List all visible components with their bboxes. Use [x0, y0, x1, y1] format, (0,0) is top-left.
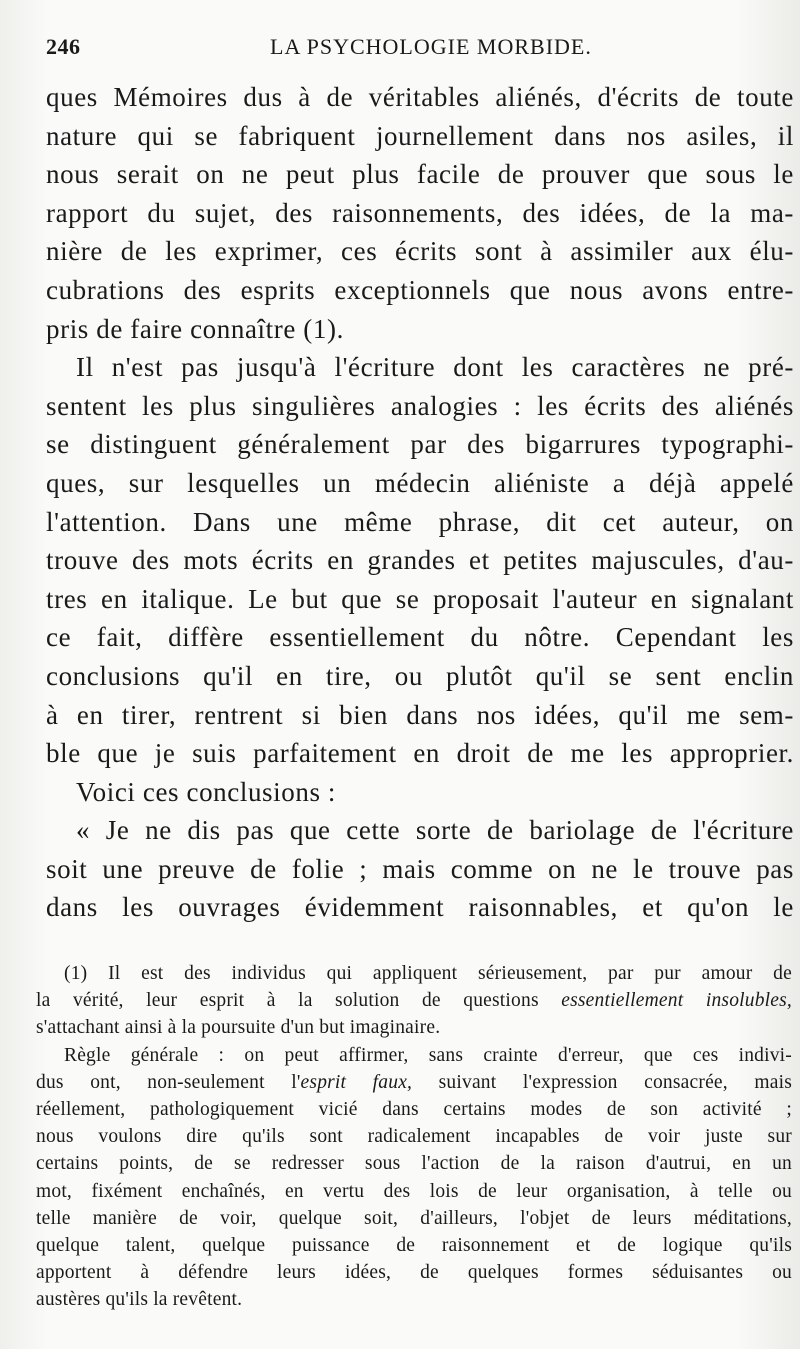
footnote-text: dus ont, non-seulement l': [36, 1071, 301, 1093]
page-number: 246: [46, 34, 81, 59]
footnote-line: (1) Il est des individus qui appliquent sérieusement, par pur amour de: [64, 963, 792, 984]
text-line: Il n'est pas jusqu'à l'écriture dont les caractères ne pré-: [76, 352, 794, 383]
footnote-line: telle manière de voir, quelque soit, d'ailleurs, l'objet de leurs méditations,: [36, 1207, 792, 1229]
text-line: ques Mémoires dus à de véritables aliénés, d'écrits de toute: [46, 82, 794, 112]
text-line: sentent les plus singulières analogies : les écrits des aliénés: [46, 390, 794, 421]
footnote-line: nous voulons dire qu'ils sont radicalement incapables de voir juste sur: [36, 1126, 792, 1148]
text-line: nière de les exprimer, ces écrits sont à assimiler aux élu-: [46, 236, 794, 267]
text-line: Voici ces conclusions :: [76, 776, 337, 807]
text-line: nous serait on ne peut plus facile de prouver que sous le: [46, 159, 794, 190]
footnote-rule: [36, 1042, 792, 1314]
text-line: soit une preuve de folie ; mais comme on ne le trouve pas: [46, 853, 794, 884]
footnote-line: réellement, pathologiquement vicié dans certains modes de son activité ;: [36, 1098, 792, 1120]
main-text-body: [46, 78, 794, 927]
text-line: trouve des mots écrits en grandes et petites majuscules, d'au-: [46, 545, 794, 576]
footnote-line: quelque talent, quelque puissance de raisonnement et de logique qu'ils: [36, 1234, 792, 1256]
text-line: pris de faire connaître (1).: [46, 313, 344, 344]
text-line: se distinguent généralement par des bigarrures typographi-: [46, 429, 794, 460]
footnote-line: mot, fixément enchaînés, en vertu des lois de leur organisation, à telle ou: [36, 1180, 792, 1202]
footnote-line: certains points, de se redresser sous l'action de la raison d'autrui, en un: [36, 1153, 792, 1175]
footnote-line: apportent à défendre leurs idées, de quelques formes séduisantes ou: [36, 1262, 792, 1284]
footnote-line: [36, 987, 792, 1014]
footnote-line: s'attachant ainsi à la poursuite d'un but imaginaire.: [36, 1017, 441, 1039]
footnote-italic-text: essentiellement insolubles,: [561, 990, 793, 1012]
page-header: [46, 34, 776, 66]
running-title: LA PSYCHOLOGIE MORBIDE.: [270, 34, 592, 59]
text-line: l'attention. Dans une même phrase, dit cet auteur, on: [46, 506, 794, 537]
text-line: ble que je suis parfaitement en droit de me les approprier.: [46, 738, 794, 769]
footnote-line: [36, 1069, 792, 1096]
text-line: dans les ouvrages évidemment raisonnables, et qu'on le: [46, 892, 794, 923]
footnotes: [36, 960, 792, 1313]
footnote-italic-text: esprit faux,: [300, 1071, 413, 1093]
text-line: cubrations des esprits exceptionnels que nous avons entre-: [46, 274, 794, 305]
text-line: « Je ne dis pas que cette sorte de bariolage de l'écriture: [76, 815, 794, 846]
footnote-line: austères qu'ils la revêtent.: [36, 1289, 243, 1311]
footnote-1: [36, 960, 792, 1042]
text-line: nature qui se fabriquent journellement dans nos asiles, il: [46, 120, 794, 151]
text-line: ce fait, diffère essentiellement du nôtre. Cependant les: [46, 622, 794, 653]
footnote-text: la vérité, leur esprit à la solution de questions: [36, 990, 562, 1012]
text-line: conclusions qu'il en tire, ou plutôt qu'il se sent enclin: [46, 660, 794, 691]
text-line: ques, sur lesquelles un médecin aliéniste a déjà appelé: [46, 467, 794, 498]
footnote-line: Règle générale : on peut affirmer, sans crainte d'erreur, que ces indivi-: [64, 1044, 792, 1066]
text-line: à en tirer, rentrent si bien dans nos idées, qu'il me sem-: [46, 699, 794, 730]
text-line: rapport du sujet, des raisonnements, des idées, de la ma-: [46, 197, 794, 228]
text-line: tres en italique. Le but que se proposait l'auteur en signalant: [46, 583, 794, 614]
footnote-text: suivant l'expression consacrée, mais: [412, 1071, 792, 1093]
